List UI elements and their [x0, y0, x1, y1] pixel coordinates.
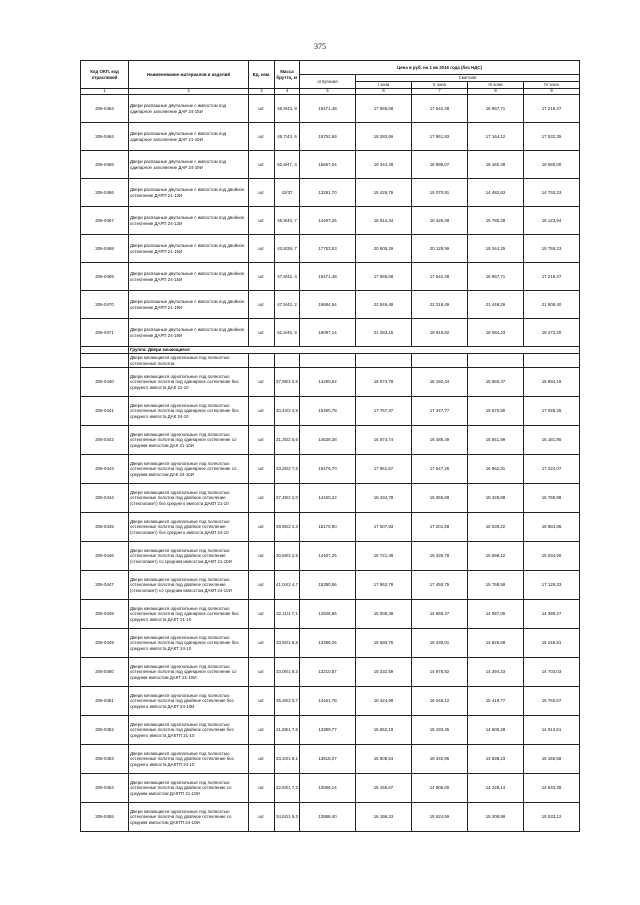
- price-zone-3: 16 857,71: [468, 263, 524, 291]
- release-price: 16667,04: [300, 151, 356, 179]
- subgroup-title: Двери качающиеся однопольные под полностью остекленные полотна: [129, 354, 249, 368]
- price-zone-4: 16 181,85: [524, 426, 580, 455]
- price-zone-1: 22 846,48: [356, 291, 412, 319]
- release-price: 15471,48: [300, 263, 356, 291]
- price-zone-3: 16 670,60: [468, 397, 524, 426]
- product-name: Двери качающиеся однопольные под полностью остекленные полотна под двойное остекление (стеклопакет) без среднего импоста ДАКП 24-10: [129, 513, 249, 542]
- unit-of-measure: шт.: [249, 263, 275, 291]
- header-price-group: Цена в руб. на 1 кв 2016 года (без НДС): [300, 61, 580, 75]
- price-zone-1: 16 424,99: [356, 687, 412, 716]
- price-zone-1: 17 862,78: [356, 571, 412, 600]
- release-price: 15752,69: [300, 123, 356, 151]
- gross-mass: 33,05/1 8,3: [275, 658, 300, 687]
- unit-of-measure: шт.: [249, 803, 275, 832]
- price-zone-2: 17 861,93: [412, 123, 468, 151]
- release-price: 14160,22: [300, 484, 356, 513]
- product-name: Двери качающиеся однопольные под полностью остекленные полотна под двойное остекление со средним импостом ДАКТП 24-10И: [129, 803, 249, 832]
- price-zone-3: 18 160,39: [468, 151, 524, 179]
- release-price: 19684,54: [300, 291, 356, 319]
- price-zone-2: 17 347,77: [412, 397, 468, 426]
- release-price: 14280,62: [300, 368, 356, 397]
- product-code: 206-0446: [81, 542, 129, 571]
- unit-of-measure: шт.: [249, 151, 275, 179]
- table-row: [81, 207, 580, 235]
- product-code: 206-0451: [81, 687, 129, 716]
- release-price: 13058,14: [300, 774, 356, 803]
- price-zone-2: 14 806,00: [412, 774, 468, 803]
- price-zone-2: 15 070,91: [412, 179, 468, 207]
- unit-of-measure: шт.: [249, 426, 275, 455]
- price-zone-1: 19 344,28: [356, 151, 412, 179]
- price-zone-3: 15 698,12: [468, 542, 524, 571]
- gross-mass: 33,25/2 7,5: [275, 455, 300, 484]
- price-zone-3: 14 087,05: [468, 600, 524, 629]
- group-title: Группа: Двери качающиеся: [129, 347, 580, 354]
- table-row: [81, 803, 580, 832]
- price-zone-3: 14 482,63: [468, 179, 524, 207]
- header-zone-2: II зона: [412, 82, 468, 89]
- release-price: 15390,56: [300, 571, 356, 600]
- price-zone-3: 21 448,26: [468, 291, 524, 319]
- price-zone-1: 20 605,29: [356, 235, 412, 263]
- table-body-top: [81, 95, 580, 347]
- column-number: 3: [249, 89, 275, 95]
- product-name: Двери распашные двупольные с импостом под одинарное заполнение ДАР 24-15И: [129, 95, 249, 123]
- page-number: 375: [314, 42, 326, 51]
- price-zone-1: 16 721,49: [356, 542, 412, 571]
- group-section: [81, 347, 580, 368]
- unit-of-measure: шт.: [249, 455, 275, 484]
- price-zone-3: 14 394,23: [468, 658, 524, 687]
- price-zone-4: 15 759,98: [524, 484, 580, 513]
- gross-mass: 32,11/1 7,1: [275, 600, 300, 629]
- product-code: 206-0453: [81, 745, 129, 774]
- unit-of-measure: шт.: [249, 658, 275, 687]
- price-zone-2: 16 192,44: [412, 368, 468, 397]
- unit-of-measure: шт.: [249, 745, 275, 774]
- table-row: [81, 658, 580, 687]
- price-zone-4: 15 894,19: [524, 368, 580, 397]
- price-zone-1: 16 434,78: [356, 484, 412, 513]
- product-name: Двери распашные двупольные с импостом под двойное остекление ДАРП 21-13И: [129, 179, 249, 207]
- column-number: 1: [81, 89, 129, 95]
- price-zone-3: 16 857,71: [468, 95, 524, 123]
- price-zone-1: 17 961,57: [356, 455, 412, 484]
- column-number: 5: [300, 89, 356, 95]
- product-code: 206-0448: [81, 600, 129, 629]
- product-name: Двери качающиеся однопольные под полностью остекленные полотна под одинарное остекление со средним импостом ДАК 21-10И: [129, 426, 249, 455]
- product-name: Двери распашные двупольные с импостом под двойное остекление ДАРП 21-15И: [129, 235, 249, 263]
- price-zone-2: 17 542,48: [412, 95, 468, 123]
- price-zone-4: 16 884,85: [524, 513, 580, 542]
- gross-mass: 33,34/1 8,1: [275, 745, 300, 774]
- table-row: [81, 542, 580, 571]
- column-number: 4: [275, 89, 300, 95]
- price-zone-1: 17 956,68: [356, 263, 412, 291]
- price-zone-4: 19 759,23: [524, 235, 580, 263]
- product-code: 206-0470: [81, 291, 129, 319]
- price-zone-2: 16 485,49: [412, 426, 468, 455]
- table-row: [81, 426, 580, 455]
- release-price: 15475,70: [300, 455, 356, 484]
- price-zone-2: 18 918,82: [412, 319, 468, 347]
- header-estimate: Сметная: [356, 75, 580, 82]
- unit-of-measure: шт.: [249, 179, 275, 207]
- table-body-bottom: [81, 368, 580, 832]
- gross-mass: 40,42/2 4,9: [275, 397, 300, 426]
- product-code: 206-0443: [81, 455, 129, 484]
- product-code: 206-0467: [81, 207, 129, 235]
- release-price: 13399,25: [300, 629, 356, 658]
- unit-of-measure: шт.: [249, 319, 275, 347]
- price-zone-3: 15 208,88: [468, 803, 524, 832]
- gross-mass: 42/37: [275, 179, 300, 207]
- header-release: отпускная: [300, 75, 356, 89]
- price-zone-1: 16 874,74: [356, 426, 412, 455]
- product-code: 206-0455: [81, 803, 129, 832]
- price-zone-4: 14 913,61: [524, 716, 580, 745]
- table-row: [81, 397, 580, 426]
- gross-mass: 33,92/1 8,8: [275, 629, 300, 658]
- release-price: 18097,14: [300, 319, 356, 347]
- table-row: [81, 600, 580, 629]
- product-code: 206-0449: [81, 629, 129, 658]
- gross-mass: 47,5/42, 2: [275, 291, 300, 319]
- gross-mass: 31,58/1 7,6: [275, 716, 300, 745]
- price-zone-3: 14 228,14: [468, 774, 524, 803]
- header-zone-4: IV зона: [524, 82, 580, 89]
- price-zone-2: 15 193,45: [412, 716, 468, 745]
- price-zone-1: 15 426,76: [356, 179, 412, 207]
- header-zone-3: III зона: [468, 82, 524, 89]
- unit-of-measure: шт.: [249, 484, 275, 513]
- price-zone-4: 17 224,07: [524, 455, 580, 484]
- price-zone-4: 17 219,37: [524, 95, 580, 123]
- unit-of-measure: шт.: [249, 95, 275, 123]
- price-zone-3: 16 530,22: [468, 513, 524, 542]
- release-price: 13958,40: [300, 803, 356, 832]
- unit-of-measure: шт.: [249, 716, 275, 745]
- price-zone-2: 14 659,27: [412, 600, 468, 629]
- release-price: 17753,53: [300, 235, 356, 263]
- product-name: Двери качающиеся однопольные под полностью остекленные полотна под одинарное остекление со средним импостом ДАК 24-10И: [129, 455, 249, 484]
- table-row: [81, 179, 580, 207]
- product-name: Двери качающиеся однопольные под полностью остекленные полотна под двойное остекление без среднего импоста ДАКТ 24-10И: [129, 687, 249, 716]
- price-zone-4: 15 533,12: [524, 803, 580, 832]
- product-name: Двери качающиеся однопольные под полностью остекленные полотна под двойное остекление (стеклопакет) со средним импостом ДАКП 21-10И: [129, 542, 249, 571]
- header-unit: Ед. изм.: [249, 61, 275, 89]
- table-row: [81, 687, 580, 716]
- release-price: 15170,90: [300, 513, 356, 542]
- price-zone-1: 15 332,59: [356, 658, 412, 687]
- unit-of-measure: шт.: [249, 368, 275, 397]
- product-code: 206-0452: [81, 716, 129, 745]
- group-row: [81, 347, 580, 354]
- price-zone-1: 15 005,39: [356, 600, 412, 629]
- price-zone-1: 16 574,78: [356, 368, 412, 397]
- product-code: 206-0447: [81, 571, 129, 600]
- header-code: Код ОКП, код отраслевой: [81, 61, 129, 89]
- price-zone-4: 18 550,00: [524, 151, 580, 179]
- price-table: [80, 60, 580, 832]
- price-zone-4: 14 389,27: [524, 600, 580, 629]
- gross-mass: 45,9/40, 7: [275, 207, 300, 235]
- price-zone-4: 21 908,40: [524, 291, 580, 319]
- product-name: Двери качающиеся однопольные под полностью остекленные полотна под двойное остекление без среднего импоста ДАКТП 21-10: [129, 716, 249, 745]
- table-row: [81, 263, 580, 291]
- product-code: 206-0468: [81, 235, 129, 263]
- price-zone-3: 15 428,98: [468, 484, 524, 513]
- unit-of-measure: шт.: [249, 513, 275, 542]
- product-code: 206-0469: [81, 263, 129, 291]
- price-zone-2: 14 978,92: [412, 658, 468, 687]
- price-zone-1: 15 552,19: [356, 716, 412, 745]
- gross-mass: 37,49/2 2,0: [275, 484, 300, 513]
- price-zone-3: 17 164,12: [468, 123, 524, 151]
- unit-of-measure: шт.: [249, 687, 275, 716]
- product-name: Двери распашные двупольные с импостом под двойное остекление ДАРП 24-15И: [129, 263, 249, 291]
- gross-mass: 47,8/42, 4: [275, 263, 300, 291]
- release-price: 14487,25: [300, 207, 356, 235]
- product-name: Двери качающиеся однопольные под полностью остекленные полотна под двойное остекление (стеклопакет) без среднего импоста ДАКП 21-10: [129, 484, 249, 513]
- gross-mass: 41,04/2 4,7: [275, 571, 300, 600]
- product-code: 206-0450: [81, 658, 129, 687]
- release-price: 13399,77: [300, 716, 356, 745]
- price-zone-1: 15 580,76: [356, 629, 412, 658]
- gross-mass: 30,69/2 2,5: [275, 542, 300, 571]
- gross-mass: 39,85/2 4,3: [275, 513, 300, 542]
- subgroup-code-cell: [81, 354, 129, 368]
- product-name: Двери распашные двупольные с импостом под двойное остекление ДАРП 21-19И: [129, 291, 249, 319]
- product-code: 206-0442: [81, 426, 129, 455]
- price-zone-2: 16 426,49: [412, 207, 468, 235]
- unit-of-measure: шт.: [249, 600, 275, 629]
- price-zone-4: 17 532,35: [524, 123, 580, 151]
- product-code: 206-0441: [81, 397, 129, 426]
- table-row: [81, 513, 580, 542]
- product-code: 206-0471: [81, 319, 129, 347]
- price-zone-4: 18 472,20: [524, 319, 580, 347]
- unit-of-measure: шт.: [249, 571, 275, 600]
- product-name: Двери качающиеся однопольные под полностью остекленные полотна под двойное остекление со средним импостом ДАКТП 21-10И: [129, 774, 249, 803]
- unit-of-measure: шт.: [249, 207, 275, 235]
- price-zone-2: 17 201,69: [412, 513, 468, 542]
- price-zone-2: 15 440,96: [412, 745, 468, 774]
- price-zone-4: 17 219,37: [524, 263, 580, 291]
- product-code: 206-0444: [81, 484, 129, 513]
- product-code: 206-0466: [81, 179, 129, 207]
- table-row: [81, 368, 580, 397]
- price-zone-2: 17 542,48: [412, 263, 468, 291]
- product-name: Двери распашные двупольные с импостом под двойное остекление ДАРП 24-19И: [129, 319, 249, 347]
- price-zone-2: 18 898,07: [412, 151, 468, 179]
- price-zone-1: 16 814,34: [356, 207, 412, 235]
- product-name: Двери качающиеся однопольные под полностью остекленные полотна под двойное остекление без среднего импоста ДАКТП 24-10: [129, 745, 249, 774]
- subgroup-row: [81, 354, 580, 368]
- price-zone-4: 17 028,25: [524, 397, 580, 426]
- price-zone-3: 15 768,58: [468, 571, 524, 600]
- product-name: Двери качающиеся однопольные под полностью остекленные полотна под одинарное остекление со средним импостом ДАКТ 21-10И: [129, 658, 249, 687]
- price-zone-2: 16 335,78: [412, 542, 468, 571]
- price-zone-3: 15 419,77: [468, 687, 524, 716]
- unit-of-measure: шт.: [249, 235, 275, 263]
- product-name: Двери качающиеся однопольные под полностью остекленные полотна под одинарное остекление без среднего импоста ДАК 24-10: [129, 397, 249, 426]
- unit-of-measure: шт.: [249, 774, 275, 803]
- product-code: 206-0445: [81, 513, 129, 542]
- price-zone-4: 17 129,33: [524, 571, 580, 600]
- product-code: 206-0465: [81, 151, 129, 179]
- price-zone-2: 20 129,99: [412, 235, 468, 263]
- price-zone-1: 18 283,66: [356, 123, 412, 151]
- product-code: 206-0454: [81, 774, 129, 803]
- table-row: [81, 571, 580, 600]
- header-zone-1: I зона: [356, 82, 412, 89]
- price-zone-4: 14 533,38: [524, 774, 580, 803]
- price-zone-3: 15 785,29: [468, 207, 524, 235]
- table-row: [81, 235, 580, 263]
- header-mass: Масса брутто, кг: [275, 61, 300, 89]
- release-price: 14407,25: [300, 542, 356, 571]
- price-zone-2: 17 547,26: [412, 455, 468, 484]
- column-number: 9: [524, 89, 580, 95]
- product-name: Двери качающиеся однопольные под полностью остекленные полотна под одинарное остекление без среднего импоста ДАК 21-10: [129, 368, 249, 397]
- price-zone-2: 15 624,59: [412, 803, 468, 832]
- group-code-cell: [81, 347, 129, 354]
- product-name: Двери качающиеся однопольные под полностью остекленные полотна под одинарное остекление без среднего импоста ДАКТ 21-10: [129, 600, 249, 629]
- column-number: 8: [468, 89, 524, 95]
- gross-mass: 52,8/47, 4: [275, 151, 300, 179]
- unit-of-measure: шт.: [249, 629, 275, 658]
- release-price: 13618,07: [300, 745, 356, 774]
- gross-mass: 31,25/2 5,6: [275, 426, 300, 455]
- price-zone-2: 22 319,49: [412, 291, 468, 319]
- price-zone-2: 16 055,69: [412, 484, 468, 513]
- table-row: [81, 629, 580, 658]
- unit-of-measure: шт.: [249, 123, 275, 151]
- product-name: Двери распашные двупольные с импостом под двойное остекление ДАРП 24-13И: [129, 207, 249, 235]
- table-row: [81, 291, 580, 319]
- release-price: 13291,70: [300, 179, 356, 207]
- price-zone-3: 15 841,99: [468, 426, 524, 455]
- unit-of-measure: шт.: [249, 542, 275, 571]
- table-row: [81, 151, 580, 179]
- price-zone-4: 14 703,03: [524, 658, 580, 687]
- price-zone-1: 15 155,67: [356, 774, 412, 803]
- price-zone-4: 16 034,90: [524, 542, 580, 571]
- product-code: 206-0440: [81, 368, 129, 397]
- column-number: 2: [129, 89, 249, 95]
- gross-mass: 51,5/45, 9: [275, 319, 300, 347]
- release-price: 14539,28: [300, 426, 356, 455]
- price-zone-3: 15 560,37: [468, 368, 524, 397]
- gross-mass: 32,83/1 7,3: [275, 774, 300, 803]
- price-zone-4: 16 123,94: [524, 207, 580, 235]
- price-zone-1: 21 283,15: [356, 319, 412, 347]
- price-zone-1: 17 757,37: [356, 397, 412, 426]
- table-row: [81, 319, 580, 347]
- gross-mass: 34,62/1 9,3: [275, 803, 300, 832]
- price-zone-1: 15 805,54: [356, 745, 412, 774]
- gross-mass: 48,9/43, 8: [275, 95, 300, 123]
- price-zone-2: 16 046,12: [412, 687, 468, 716]
- price-zone-3: 14 838,23: [468, 745, 524, 774]
- price-zone-1: 16 196,23: [356, 803, 412, 832]
- table-row: [81, 484, 580, 513]
- price-zone-3: 19 344,25: [468, 235, 524, 263]
- price-zone-3: 14 826,68: [468, 629, 524, 658]
- gross-mass: 37,99/2 2,6: [275, 368, 300, 397]
- product-name: Двери качающиеся однопольные под полностью остекленные полотна под двойное остекление (стеклопакет) со средним импостом ДАКП 24-10И: [129, 571, 249, 600]
- product-name: Двери качающиеся однопольные под полностью остекленные полотна под одинарное остекление без среднего импоста ДАКТ 24-10: [129, 629, 249, 658]
- unit-of-measure: шт.: [249, 397, 275, 426]
- gross-mass: 48,7/43, 6: [275, 123, 300, 151]
- price-zone-3: 18 084,23: [468, 319, 524, 347]
- release-price: 15471,48: [300, 95, 356, 123]
- price-zone-2: 15 330,01: [412, 629, 468, 658]
- price-zone-4: 14 793,33: [524, 179, 580, 207]
- unit-of-measure: шт.: [249, 291, 275, 319]
- release-price: 14151,78: [300, 687, 356, 716]
- price-zone-3: 14 600,28: [468, 716, 524, 745]
- price-zone-4: 15 156,58: [524, 745, 580, 774]
- price-zone-2: 17 450,75: [412, 571, 468, 600]
- price-zone-3: 16 862,31: [468, 455, 524, 484]
- product-name: Двери распашные двупольные с импостом под одинарное заполнение ДАР 24-19И: [129, 151, 249, 179]
- table-row: [81, 716, 580, 745]
- gross-mass: 43,8/38, 7: [275, 235, 300, 263]
- table-row: [81, 774, 580, 803]
- table-header: [81, 61, 580, 95]
- product-name: Двери распашные двупольные с импостом под одинарное заполнение ДАР 21-19И: [129, 123, 249, 151]
- price-zone-1: 17 956,68: [356, 95, 412, 123]
- price-zone-4: 15 246,91: [524, 629, 580, 658]
- column-number: 6: [356, 89, 412, 95]
- table-row: [81, 745, 580, 774]
- product-code: 206-0463: [81, 95, 129, 123]
- price-zone-4: 15 750,57: [524, 687, 580, 716]
- header-name: Наименование материалов и изделий: [129, 61, 249, 89]
- table-row: [81, 95, 580, 123]
- release-price: 13210,57: [300, 658, 356, 687]
- release-price: 15290,78: [300, 397, 356, 426]
- price-zone-1: 17 607,83: [356, 513, 412, 542]
- gross-mass: 35,26/2 0,7: [275, 687, 300, 716]
- product-code: 206-0464: [81, 123, 129, 151]
- table-row: [81, 123, 580, 151]
- table-row: [81, 455, 580, 484]
- column-number: 7: [412, 89, 468, 95]
- release-price: 12928,66: [300, 600, 356, 629]
